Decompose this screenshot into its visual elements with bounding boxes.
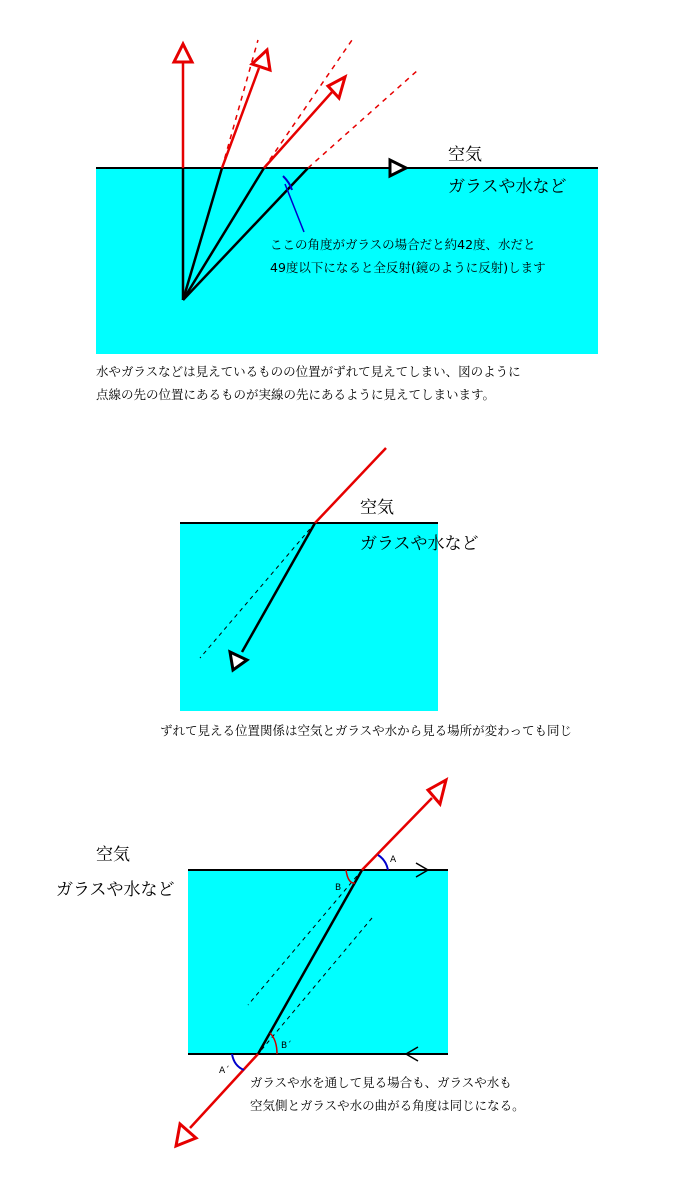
ray-arrowhead xyxy=(174,44,192,62)
refracted-ray xyxy=(264,92,332,168)
caption-text: 空気側とガラスや水の曲がる角度は同じになる。 xyxy=(250,1098,525,1113)
refracted-ray xyxy=(222,68,259,168)
caption-text: 点線の先の位置にあるものが実線の先にあるように見えてしまいます。 xyxy=(96,387,496,402)
medium-label: ガラスや水など xyxy=(360,534,479,554)
water-region xyxy=(188,870,448,1054)
diagram-total-reflection xyxy=(96,40,598,402)
medium-label: ガラスや水など xyxy=(448,177,567,197)
apparent-ray-dashed xyxy=(264,40,352,168)
annotation-text: 49度以下になると全反射(鏡のように反射)します xyxy=(270,260,546,275)
medium-label: ガラスや水など xyxy=(56,880,175,900)
angle-a-prime-arc xyxy=(232,1054,244,1070)
angle-a-prime-label: A´ xyxy=(219,1066,230,1076)
angle-a-arc xyxy=(378,855,388,870)
caption-text: 水やガラスなどは見えているものの位置がずれて見えてしまい、図のように xyxy=(96,364,521,379)
angle-b-label: B xyxy=(335,883,342,893)
annotation-text: ここの角度がガラスの場合だと約42度、水だと xyxy=(270,237,536,252)
diagram-slab xyxy=(56,780,525,1146)
diagram-viewpoint xyxy=(160,448,572,738)
angle-b-prime-label: B´ xyxy=(281,1041,292,1051)
caption-text: ガラスや水を通して見る場合も、ガラスや水も xyxy=(250,1075,512,1090)
ray-arrowhead xyxy=(252,50,270,70)
air-label: 空気 xyxy=(360,498,394,518)
angle-a-label: A xyxy=(390,855,397,865)
air-label: 空気 xyxy=(448,145,482,165)
exit-ray xyxy=(362,798,432,870)
caption-text: ずれて見える位置関係は空気とガラスや水から見る場所が変わっても同じ xyxy=(160,723,573,738)
ray-arrowhead xyxy=(176,1124,196,1146)
apparent-ray-dashed xyxy=(222,40,258,168)
apparent-ray-dashed xyxy=(308,70,418,168)
air-label: 空気 xyxy=(96,845,130,865)
